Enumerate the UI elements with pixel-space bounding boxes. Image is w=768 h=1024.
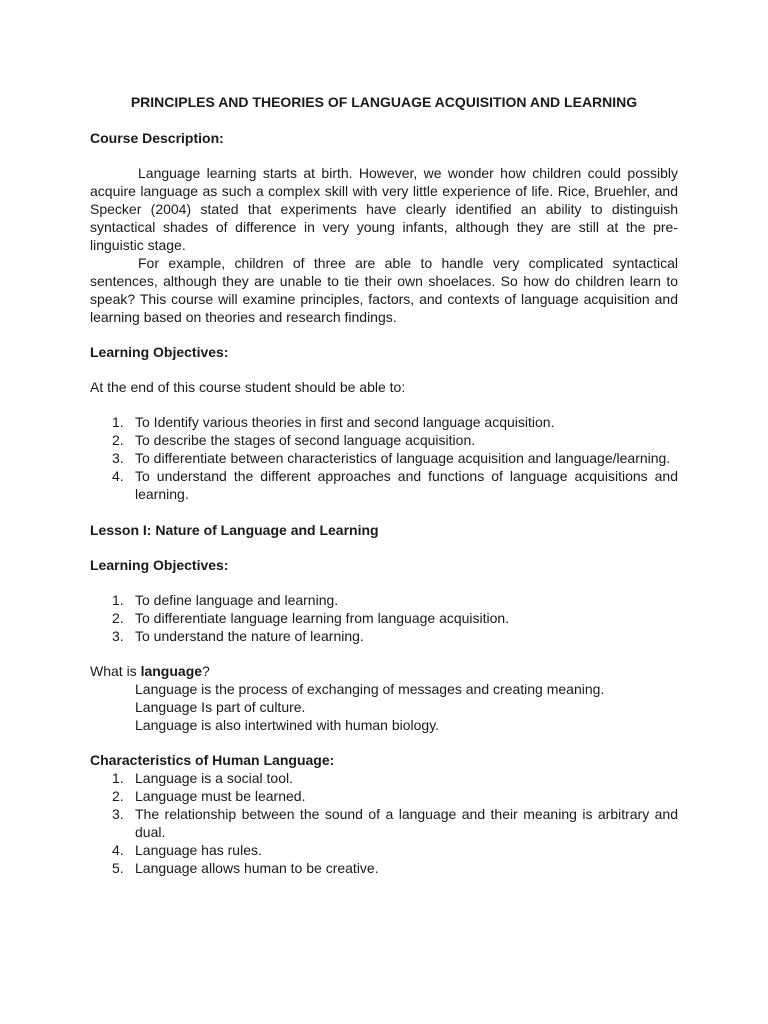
list-number: 5.: [112, 860, 124, 876]
list-item: [90, 841, 678, 859]
list-item-text: To describe the stages of second language acquisition.: [135, 432, 476, 448]
list-item-text: Language allows human to be creative.: [135, 860, 379, 876]
list-item: [90, 805, 678, 841]
course-description-paragraph-1: Language learning starts at birth. However, we wonder how children could possibly acquire language as such a complex skill with very little experience of life. Rice, Bruehler, and Specker (2004) stated that experiments have clearly identified an ability to distinguish syntactical shades of difference in very young infants, although they are still at the pre- linguistic stage.: [90, 165, 678, 253]
document-title: PRINCIPLES AND THEORIES OF LANGUAGE ACQUISITION AND LEARNING: [130, 94, 638, 110]
list-item: [90, 591, 678, 609]
course-objectives-heading: Learning Objectives:: [90, 344, 229, 360]
list-item-text: The relationship between the sound of a language and their meaning is arbitrary and dual.: [135, 806, 678, 840]
list-number: 3.: [112, 628, 124, 644]
list-item: [90, 413, 678, 431]
lesson-objectives-heading: Learning Objectives:: [90, 557, 229, 573]
language-definition: Language is the process of exchanging of messages and creating meaning.: [135, 681, 605, 697]
list-number: 1.: [112, 414, 124, 430]
list-item: [90, 787, 678, 805]
list-item-text: To understand the nature of learning.: [135, 628, 364, 644]
list-number: 1.: [112, 592, 124, 608]
course-objectives-list: [90, 413, 678, 503]
language-definition: Language is also intertwined with human biology.: [135, 717, 440, 733]
list-item: [90, 627, 678, 645]
lesson-heading: Lesson I: Nature of Language and Learning: [90, 522, 379, 538]
list-item-text: Language has rules.: [135, 842, 262, 858]
list-number: 1.: [112, 770, 124, 786]
list-number: 3.: [112, 450, 124, 466]
list-item: [90, 431, 678, 449]
list-item: [90, 467, 678, 503]
course-description-paragraph-2: For example, children of three are able to handle very complicated syntactical sentences, although they are unable to tie their own shoelaces. So how do children learn to speak? This course will examine principles, factors, and contexts of language acquisition and learning based on theories and research findings.: [90, 255, 678, 325]
question-prefix: What is: [90, 663, 141, 679]
list-item-text: Language must be learned.: [135, 788, 306, 804]
list-number: 3.: [112, 806, 124, 822]
list-item: [90, 449, 678, 467]
list-number: 4.: [112, 468, 124, 484]
list-item: [90, 769, 678, 787]
language-definition: Language Is part of culture.: [135, 699, 306, 715]
list-item-text: To understand the different approaches and functions of language acquisitions and learning.: [135, 468, 678, 502]
what-is-language-question: [90, 662, 678, 680]
course-objectives-intro: At the end of this course student should be able to:: [90, 379, 406, 395]
course-description-heading: Course Description:: [90, 130, 224, 146]
list-item: [90, 609, 678, 627]
list-item-text: To differentiate between characteristics of language acquisition and language/learning.: [135, 450, 671, 466]
list-item-text: Language is a social tool.: [135, 770, 293, 786]
question-mark: ?: [202, 663, 210, 679]
list-number: 4.: [112, 842, 124, 858]
list-item: [90, 859, 678, 877]
characteristics-heading: Characteristics of Human Language:: [90, 752, 335, 768]
document-page: [90, 93, 678, 877]
list-number: 2.: [112, 432, 124, 448]
list-number: 2.: [112, 610, 124, 626]
question-keyword: language: [140, 663, 203, 679]
characteristics-list: [90, 769, 678, 877]
lesson-objectives-list: [90, 591, 678, 645]
list-item-text: To differentiate language learning from language acquisition.: [135, 610, 510, 626]
list-number: 2.: [112, 788, 124, 804]
list-item-text: To define language and learning.: [135, 592, 339, 608]
list-item-text: To Identify various theories in first and second language acquisition.: [135, 414, 555, 430]
